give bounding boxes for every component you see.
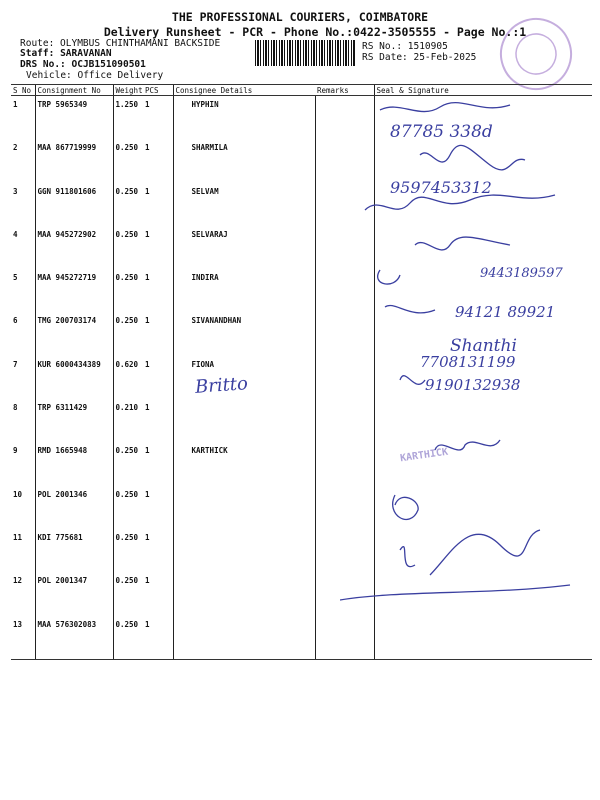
- handwriting-row7-phone: 7708131199: [420, 353, 516, 371]
- row-sno: 7: [13, 359, 18, 369]
- barcode: [255, 40, 355, 66]
- company-name: THE PROFESSIONAL COURIERS, COIMBATORE: [171, 10, 429, 24]
- rs-date: RS Date: 25-Feb-2025: [362, 52, 477, 63]
- col-remarks: Remarks: [315, 85, 374, 96]
- runsheet-title: Delivery Runsheet - PCR - Phone No.:0422-3505555 - Page No.:1: [103, 25, 527, 39]
- drs-line: [20, 59, 146, 70]
- col-consignee: Consignee Details: [173, 85, 315, 96]
- karthick-stamp: KARTHICK: [399, 446, 449, 465]
- drs-number: OCJB151090501: [71, 59, 146, 70]
- row-sno: 1: [13, 100, 18, 109]
- row-consignee: KARTHICK: [173, 442, 315, 485]
- row-weight: 1.250: [113, 96, 143, 140]
- row-sno: 4: [13, 229, 18, 239]
- handwriting-row6: 94121 89921: [455, 303, 556, 321]
- table-row: [11, 616, 592, 660]
- row-pcs: 1: [145, 532, 150, 542]
- row-pcs: 1: [145, 186, 150, 196]
- row-consignee: FIONA: [173, 356, 315, 399]
- row-pcs: 1: [145, 100, 150, 109]
- row-weight: 0.620: [113, 356, 143, 399]
- row-consignment: POL 2001346: [35, 486, 113, 529]
- handwriting-row8-name: Britto: [194, 373, 249, 398]
- row-consignee: SELVAM: [173, 183, 315, 226]
- row-pcs: 1: [145, 143, 150, 153]
- row-weight: 0.250: [113, 572, 143, 615]
- signature-row12: [430, 530, 540, 575]
- signature-row3: [365, 195, 555, 210]
- row-consignment: KDI 775681: [35, 529, 113, 572]
- signature-row12-mark: [400, 547, 415, 567]
- route-line: Route: OLYMBUS CHINTHAMANI BACKSIDE: [20, 38, 221, 49]
- row-weight: 0.250: [113, 486, 143, 529]
- row-sno: 10: [13, 489, 23, 499]
- drs-label: DRS No.:: [20, 59, 66, 70]
- signature-underline: [340, 585, 570, 600]
- signature-row5-initial: [415, 237, 510, 250]
- col-weight: Weight: [113, 85, 143, 96]
- row-pcs: 1: [145, 446, 150, 456]
- handwriting-row1: 87785 338d: [390, 122, 493, 142]
- row-consignment: GGN 911801606: [35, 183, 113, 226]
- row-consignment: TRP 5965349: [35, 96, 113, 140]
- row-pcs: 1: [145, 403, 150, 413]
- handwriting-row8-phone: 9190132938: [425, 376, 521, 394]
- col-sno: S No: [11, 85, 35, 96]
- row-consignment: TMG 200703174: [35, 312, 113, 355]
- rs-number: RS No.: 1510905: [362, 41, 448, 52]
- row-sno: 11: [13, 532, 23, 542]
- row-consignee: [173, 616, 315, 660]
- row-sno: 2: [13, 143, 18, 153]
- table-header: [11, 85, 592, 96]
- row-consignee: [173, 486, 315, 529]
- row-consignment: MAA 576302083: [35, 616, 113, 660]
- row-consignee: HYPHIN: [173, 96, 315, 140]
- row-consignment: RMD 1665948: [35, 442, 113, 485]
- row-weight: 0.250: [113, 183, 143, 226]
- row-pcs: 1: [145, 576, 150, 586]
- row-pcs: 1: [145, 229, 150, 239]
- row-weight: 0.250: [113, 442, 143, 485]
- row-pcs: 1: [145, 359, 150, 369]
- row-remarks: [315, 616, 374, 660]
- row-consignment: MAA 945272902: [35, 226, 113, 269]
- row-sno: 8: [13, 403, 18, 413]
- signature-row6: [385, 305, 435, 312]
- row-consignee: SHARMILA: [173, 139, 315, 182]
- row-weight: 0.210: [113, 399, 143, 442]
- staff-line: [20, 48, 112, 59]
- signature-row11: [393, 495, 418, 519]
- col-signature: Seal & Signature: [374, 85, 592, 96]
- row-weight: 0.250: [113, 226, 143, 269]
- handwriting-row5: 9443189597: [480, 266, 563, 281]
- row-weight: 0.250: [113, 529, 143, 572]
- row-signature: [374, 616, 592, 660]
- row-sno: 6: [13, 316, 18, 326]
- row-consignment: POL 2001347: [35, 572, 113, 615]
- staff-name: SARAVANAN: [60, 48, 112, 59]
- signature-row5-loop: [378, 270, 400, 284]
- row-sno: 13: [11, 616, 35, 660]
- vehicle-line: Vehicle: Office Delivery: [26, 70, 164, 81]
- row-sno: 5: [13, 273, 18, 283]
- handwriting-row3: 9597453312: [390, 178, 492, 197]
- row-pcs: 1: [143, 616, 173, 660]
- row-pcs: 1: [145, 273, 150, 283]
- row-consignee: [173, 529, 315, 572]
- row-consignment: MAA 867719999: [35, 139, 113, 182]
- row-consignee: [173, 399, 315, 442]
- row-consignment: KUR 6000434389: [35, 356, 113, 399]
- row-consignee: INDIRA: [173, 269, 315, 312]
- row-sno: 12: [13, 576, 23, 586]
- row-pcs: 1: [145, 316, 150, 326]
- row-weight: 0.250: [113, 269, 143, 312]
- row-consignee: SELVARAJ: [173, 226, 315, 269]
- row-sno: 3: [13, 186, 18, 196]
- signature-row1-scribble: [380, 103, 510, 112]
- staff-label: Staff:: [20, 48, 55, 59]
- col-pcs: PCS: [143, 85, 173, 96]
- row-pcs: 1: [145, 489, 150, 499]
- row-weight: 0.250: [113, 616, 143, 660]
- row-weight: 0.250: [113, 139, 143, 182]
- handwritten-signatures: [340, 95, 600, 615]
- row-consignee: SIVANANDHAN: [173, 312, 315, 355]
- row-sno: 9: [13, 446, 18, 456]
- col-consignment: Consignment No: [35, 85, 113, 96]
- row-consignment: TRP 6311429: [35, 399, 113, 442]
- signature-row2: [420, 145, 525, 169]
- row-weight: 0.250: [113, 312, 143, 355]
- row-consignee: [173, 572, 315, 615]
- signature-row8: [400, 376, 425, 385]
- row-consignment: MAA 945272719: [35, 269, 113, 312]
- handwriting-row7-name: Shanthi: [450, 336, 517, 356]
